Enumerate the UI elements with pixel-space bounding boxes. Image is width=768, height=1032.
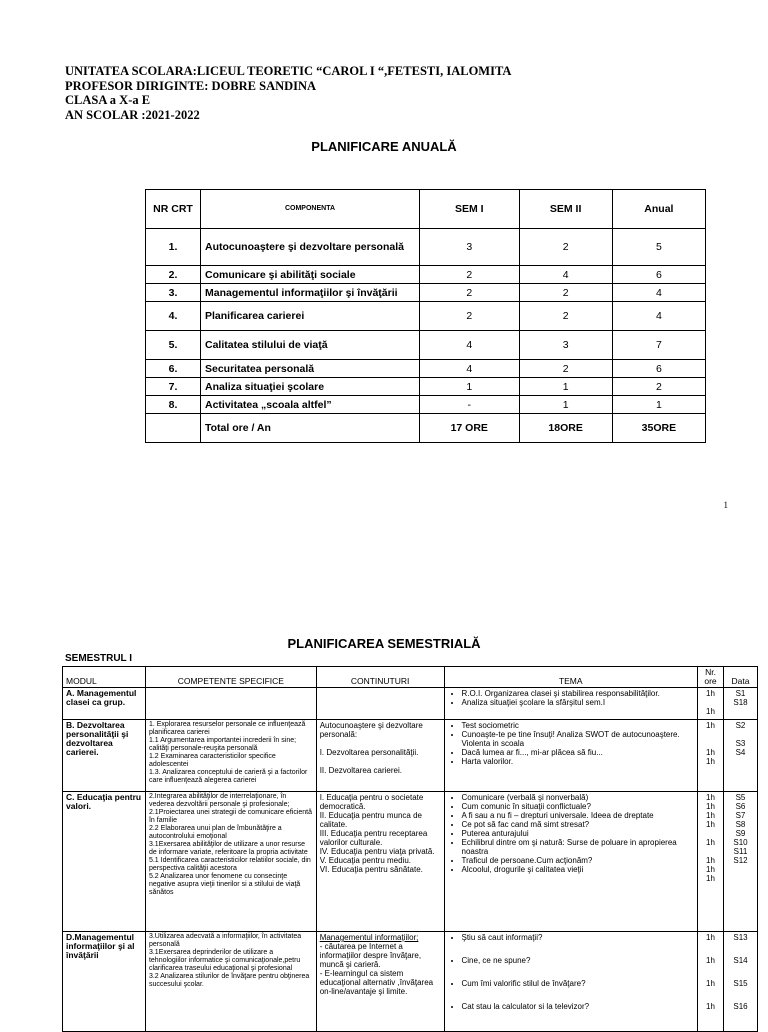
teacher-line: PROFESOR DIRIGINTE: DOBRE SANDINA (65, 78, 317, 93)
row-nr: 8. (146, 396, 201, 414)
module-a-data (723, 688, 757, 720)
table-row (146, 266, 706, 284)
table-row (63, 932, 758, 1032)
row-nr: 3. (146, 284, 201, 302)
annual-plan-title: PLANIFICARE ANUALĂ (311, 139, 457, 154)
list-item: • Ştiu să caut informaţii? (462, 933, 695, 942)
ore-value: 1h (706, 820, 715, 829)
row-anual: 7 (612, 331, 705, 360)
header-continuturi: CONTINUTURI (316, 667, 444, 688)
comp-item: 3.2 Analizarea stilurilor de învăţare pentru obţinerea succesului şcolar. (148, 973, 310, 988)
row-component: Securitatea personală (201, 360, 420, 378)
cont-item: VI. Educaţia pentru sănătate. (319, 865, 423, 874)
row-anual: 4 (612, 284, 705, 302)
module-c-tema (444, 792, 698, 932)
table-row (63, 688, 758, 720)
comp-item: 5.2 Analizarea unor fenomene cu consecinţe negative asupra vieţii tinerilor si a stilului de viaţă sănătos (148, 873, 301, 896)
date-value: S13 (733, 933, 748, 942)
module-d-tema (444, 932, 698, 1032)
table-row (146, 331, 706, 360)
list-item: • A fi sau a nu fi – drepturi universale. Ideea de dreptate (462, 811, 695, 820)
header-componenta: COMPONENTA (201, 190, 420, 229)
row-sem-1: 4 (420, 331, 520, 360)
cont-item: IV. Educaţia pentru viaţa privată. (319, 847, 435, 856)
module-c-cont (316, 792, 444, 932)
module-b-comp (145, 720, 316, 792)
cont-item: Autocunoaştere şi dezvoltare personală: (319, 721, 423, 739)
module-b-tema (444, 720, 698, 792)
row-sem-1: 2 (420, 284, 520, 302)
cont-item: III. Educaţia pentru receptarea valorilor culturale. (319, 829, 428, 847)
module-d-cont (316, 932, 444, 1032)
header-nr-ore: Nr. ore (698, 667, 724, 688)
list-item: • Alcoolul, drogurile şi calitatea vieţii (462, 865, 695, 874)
ore-value: 1h (706, 793, 715, 802)
table-row (146, 302, 706, 331)
header-competente: COMPETENTE SPECIFICE (145, 667, 316, 688)
ore-value: 1h (706, 856, 715, 865)
year-line: AN SCOLAR :2021-2022 (65, 107, 200, 122)
module-a-cont (316, 688, 444, 720)
row-nr: 7. (146, 378, 201, 396)
row-component: Activitatea „scoala altfel” (201, 396, 420, 414)
list-item: • Echilibrul dintre om şi natură: Surse de poluare in apropierea noastra (462, 838, 695, 856)
cont-item: V. Educaţia pentru mediu. (319, 856, 412, 865)
cont-item: - E-learningul ca sistem educaţional alternativ ,învăţarea on-line/avantaje şi limite. (319, 969, 434, 996)
row-sem-1: 2 (420, 266, 520, 284)
date-value: S8 (735, 820, 746, 829)
ore-value: 1h (706, 933, 715, 942)
ore-value: 1h (706, 811, 715, 820)
cont-item: - căutarea pe Internet a informaţiilor despre învăţare, muncă şi carieră. (319, 942, 422, 969)
row-sem-2: 3 (519, 331, 612, 360)
comp-item: 1.3. Analizarea conceptului de carieră şi a factorilor care influenţează alegerea carierei (148, 769, 308, 784)
module-c-comp (145, 792, 316, 932)
table-row (146, 378, 706, 396)
module-a-tema (444, 688, 698, 720)
row-sem-2: 1 (519, 396, 612, 414)
date-value: S1 (735, 689, 746, 698)
date-value: S2 (735, 721, 746, 730)
comp-item: 1.1 Argumentarea importantei increderii în sine; calităţi personale-reuşita personală (148, 737, 297, 752)
semester-label: SEMESTRUL I (65, 653, 133, 664)
row-component: Comunicare şi abilităţi sociale (201, 266, 420, 284)
module-b-data (723, 720, 757, 792)
module-d-comp (145, 932, 316, 1032)
row-sem-2: 2 (519, 229, 612, 266)
module-d-name: D.Managementul informaţiilor şi al învăţării (63, 932, 146, 1032)
date-value: S6 (735, 802, 746, 811)
total-sem-1: 17 ORE (420, 414, 520, 443)
header-data: Data (723, 667, 757, 688)
row-sem-1: 4 (420, 360, 520, 378)
list-item: • Dacă lumea ar fi..., mi-ar plăcea să fiu... (462, 748, 695, 757)
row-nr: 6. (146, 360, 201, 378)
comp-item: 1.2 Examinarea caracteristicilor specifice adolescentei (148, 753, 276, 768)
semestrial-plan-title: PLANIFICAREA SEMESTRIALĂ (287, 636, 481, 651)
date-value: S3 (735, 739, 746, 748)
ore-value: 1h (706, 979, 715, 988)
total-anual: 35ORE (612, 414, 705, 443)
row-component: Managementul informaţiilor şi învăţării (201, 284, 420, 302)
header-modul: MODUL (63, 667, 146, 688)
ore-value: 1h (706, 707, 715, 716)
ore-value: 1h (706, 865, 715, 874)
module-c-ore (698, 792, 724, 932)
list-item: • Analiza situaţiei şcolare la sfârşitul sem.I (462, 698, 695, 707)
table-row (146, 284, 706, 302)
ore-value: 1h (706, 757, 715, 766)
page-number: 1 (723, 500, 728, 510)
list-item: • Traficul de persoane.Cum acţionăm? (462, 856, 695, 865)
ore-value: 1h (706, 1002, 715, 1011)
row-anual: 5 (612, 229, 705, 266)
row-sem-1: 1 (420, 378, 520, 396)
comp-item: 3.1Exersarea abilităţilor de utilizare a unor resurse de informare variate, referitoare la propria activitate (148, 841, 308, 856)
comp-item: 1. Explorarea resurselor personale ce influenţează planificarea carierei (148, 721, 306, 736)
row-anual: 2 (612, 378, 705, 396)
row-anual: 6 (612, 266, 705, 284)
cont-heading: Managementul informaţiilor; (319, 933, 419, 942)
module-a-ore (698, 688, 724, 720)
list-item: • Comunicare (verbală şi nonverbală) (462, 793, 695, 802)
comp-item: 5.1 Identificarea caracteristicilor relatiilor sociale, din perspectiva calităţii acestora (148, 857, 311, 872)
list-item: • Harta valorilor. (462, 757, 695, 766)
row-anual: 6 (612, 360, 705, 378)
semester-plan-table (62, 666, 758, 1032)
table-row (146, 229, 706, 266)
row-anual: 1 (612, 396, 705, 414)
date-value: S5 (735, 793, 746, 802)
semester-table-header (63, 667, 758, 688)
cont-item: II. Educaţia pentru munca de calitate. (319, 811, 422, 829)
table-row (63, 720, 758, 792)
date-value: S4 (735, 748, 746, 757)
date-value: S12 (733, 856, 748, 865)
module-b-ore (698, 720, 724, 792)
module-d-data (723, 932, 757, 1032)
list-item: • Cum îmi valorific stilul de învăţare? (462, 979, 695, 988)
cont-item: I. Dezvoltarea personalităţii. (319, 748, 419, 757)
comp-item: 2.1Proiectarea unei strategii de comunicare eficientă în familie (148, 809, 313, 824)
row-sem-2: 2 (519, 284, 612, 302)
ore-value: 1h (706, 956, 715, 965)
cont-item: II. Dezvoltarea carierei. (319, 766, 402, 775)
list-item: • Cum comunic în situaţii conflictuale? (462, 802, 695, 811)
ore-value: 1h (706, 721, 715, 730)
module-b-cont (316, 720, 444, 792)
header-nr-crt: NR CRT (146, 190, 201, 229)
document-header (65, 64, 511, 122)
list-item: • Puterea anturajului (462, 829, 695, 838)
module-c-data (723, 792, 757, 932)
cont-item: I. Educaţia pentru o societate democratică. (319, 793, 424, 811)
total-row (146, 414, 706, 443)
school-line: UNITATEA SCOLARA:LICEUL TEORETIC “CAROL I “,FETESTI, IALOMITA (65, 64, 512, 78)
ore-value: 1h (706, 689, 715, 698)
annual-plan-table (145, 189, 706, 443)
row-component: Calitatea stilului de viaţă (201, 331, 420, 360)
row-sem-1: - (420, 396, 520, 414)
table-row (146, 360, 706, 378)
list-item: • Test sociometric (462, 721, 695, 730)
date-value: S16 (733, 1002, 748, 1011)
row-sem-1: 2 (420, 302, 520, 331)
module-b-name: B. Dezvoltarea personalităţii şi dezvoltarea carierei. (63, 720, 146, 792)
list-item: • Cat stau la calculator si la televizor? (462, 1002, 695, 1011)
comp-item: 2.2 Elaborarea unui plan de îmbunătăţire a autocontrolului emoţional (148, 825, 282, 840)
list-item: • Cine, ce ne spune? (462, 956, 695, 965)
total-label: Total ore / An (201, 414, 420, 443)
row-sem-2: 2 (519, 360, 612, 378)
list-item: • Cunoaşte-te pe tine însuţi! Analiza SWOT de autocunoaştere. Violenta in scoala (462, 730, 695, 748)
comp-item: 3.1Exersarea deprinderilor de utilizare a tehnologiilor informatice şi comunicaţionale,petru clarificarea traseului educaţional şi profesional (148, 949, 301, 972)
header-sem-1: SEM I (420, 190, 520, 229)
header-tema: TEMA (444, 667, 698, 688)
list-item: • R.O.I. Organizarea clasei şi stabilirea responsabilităţilor. (462, 689, 695, 698)
ore-value: 1h (706, 802, 715, 811)
row-sem-1: 3 (420, 229, 520, 266)
date-value: S14 (733, 956, 748, 965)
total-sem-2: 18ORE (519, 414, 612, 443)
date-value: S15 (733, 979, 748, 988)
module-a-comp (145, 688, 316, 720)
module-a-name: A. Managementul clasei ca grup. (63, 688, 146, 720)
module-c-name: C. Educaţia pentru valori. (63, 792, 146, 932)
date-value: S10 (733, 838, 748, 847)
header-sem-2: SEM II (519, 190, 612, 229)
row-component: Analiza situaţiei şcolare (201, 378, 420, 396)
table-row (63, 792, 758, 932)
ore-value: 1h (706, 874, 715, 883)
ore-value: 1h (706, 748, 715, 757)
date-value: S11 (733, 847, 748, 856)
module-d-ore (698, 932, 724, 1032)
row-sem-2: 1 (519, 378, 612, 396)
row-sem-2: 2 (519, 302, 612, 331)
row-component: Planificarea carierei (201, 302, 420, 331)
row-component: Autocunoaştere şi dezvoltare personală (201, 229, 420, 266)
list-item: • Ce pot să fac cand mă simt stresat? (462, 820, 695, 829)
date-value: S18 (733, 698, 748, 707)
header-anual: Anual (612, 190, 705, 229)
row-anual: 4 (612, 302, 705, 331)
comp-item: 2.Integrarea abilităţilor de interrelaţionare, în vederea dezvoltării personale şi profesionale; (148, 793, 290, 808)
row-nr: 4. (146, 302, 201, 331)
ore-value: 1h (706, 838, 715, 847)
row-nr: 5. (146, 331, 201, 360)
date-value: S9 (735, 829, 746, 838)
class-line: CLASA a X-a E (65, 93, 151, 107)
table-row (146, 396, 706, 414)
row-sem-2: 4 (519, 266, 612, 284)
total-nr-empty (146, 414, 201, 443)
annual-table-header (146, 190, 706, 229)
comp-item: 3.Utilizarea adecvată a informaţiilor, în activitatea personală (148, 933, 302, 948)
date-value: S7 (735, 811, 746, 820)
row-nr: 1. (146, 229, 201, 266)
row-nr: 2. (146, 266, 201, 284)
